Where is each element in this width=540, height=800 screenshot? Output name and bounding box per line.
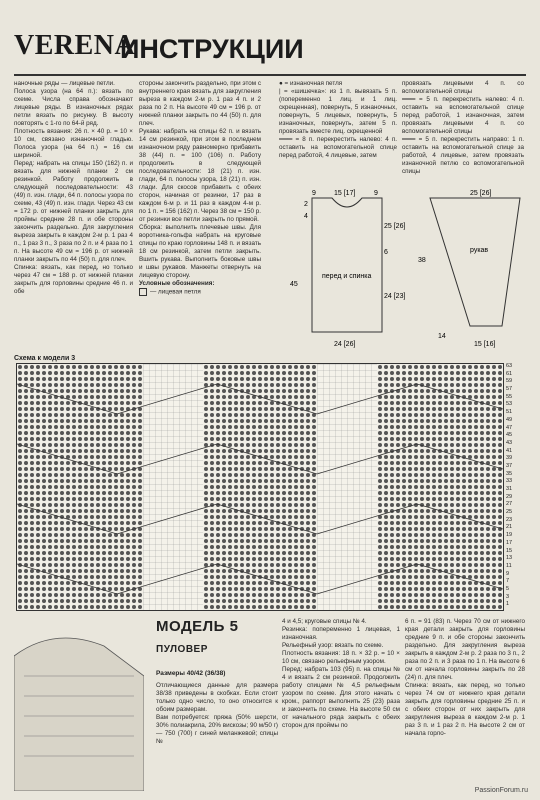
row-number: 33 bbox=[506, 478, 513, 485]
row-number: 35 bbox=[506, 470, 513, 477]
model-title: МОДЕЛЬ 5 bbox=[156, 618, 239, 635]
row-number: 11 bbox=[506, 562, 512, 569]
row-number: 21 bbox=[506, 524, 513, 531]
dim-top-left: 9 bbox=[312, 190, 316, 197]
paragraph: Спинка: вязать, как перед, но только через 47 см = 188 р. от нижней планки закрыть для горловины средние 46 п. и обе bbox=[14, 264, 133, 295]
row-number: 59 bbox=[506, 378, 513, 385]
diagram-label: перед и спинка bbox=[322, 273, 372, 280]
paragraph: стороны закончить раздельно, при этом с внутреннего края вязать для закругления выреза в каждом 2-м р. 1 раз 4 п. и 2 раза по 2 п. На высоте 49 см = 196 р. от нижней планки закрыть по 44 (50) п. для плеч. bbox=[139, 80, 261, 127]
cable-panel-left bbox=[143, 364, 203, 610]
row-number: 27 bbox=[506, 501, 513, 508]
row-number: 9 bbox=[506, 570, 510, 577]
row-number: 37 bbox=[506, 462, 513, 469]
brand-logo: VERENA bbox=[14, 30, 136, 61]
legend-entry: | = «шишечка»: из 1 п. вывязать 5 п. (попеременно 1 лиц. и 1 лиц. скрещенная), повернуть, 5 изнаночных, повернуть, 5 лицевых, повернуть, 5 изнаночных, повернуть, затем 5 п. провязать вместе лиц. скрещенной bbox=[279, 88, 397, 135]
legend-knit-text: — лицевая петля bbox=[150, 288, 201, 296]
instructions-column-3 bbox=[279, 80, 397, 184]
row-number: 51 bbox=[506, 409, 513, 416]
dim-bottom: 24 [26] bbox=[334, 341, 356, 348]
row-number: 43 bbox=[506, 439, 513, 446]
dim-left-mid: 4 bbox=[304, 213, 308, 220]
row-number: 25 bbox=[506, 509, 513, 516]
row-number: 17 bbox=[506, 539, 513, 546]
row-number: 49 bbox=[506, 416, 513, 423]
legend-entry: провязать лицевыми 4 п. со вспомогательной спицы bbox=[402, 80, 524, 95]
paragraph: 4 и 4,5; круговые спицы № 4. bbox=[282, 618, 367, 625]
watermark: PassionForum.ru bbox=[474, 787, 528, 794]
paragraph: Рукава: набрать на спицы 62 п. и вязать 14 см резинкой, при этом в последнем изнаночном ряду равномерно прибавить 38 (44) п. = 100 (106) п. Работу продолжить в следующей последовательности: 18 (21) п. изн. глади, 64 п. полосы узора, 18 (21) п. изн. глади. Для скосов прибавить с обеих сторон, начиная от резинки, 17 раз в каждом 6-м р. и 11 раз в каждом 4-м р. по 1 п. = 156 (162) п. Через 38 см = 150 р. от резинки все петли закрыть по прямой. bbox=[139, 128, 261, 223]
row-number: 57 bbox=[506, 386, 513, 393]
row-number: 39 bbox=[506, 455, 513, 462]
paragraph: Вам потребуется: пряжа (50% шерсти, 30% полиакрила, 20% вискозы; 90 м/50 г) — 750 (700) г синей меланжевой; спицы № bbox=[156, 714, 278, 745]
paragraph: Сборка: выполнить плечевые швы. Для воротника-гольфа набрать на круговые спицы по краю горловины 148 п. и вязать 18 см резинкой, затем петли закрыть. Вшить рукава. Выполнить боковые швы и швы рукавов. Манжеты отвернуть на лицевую сторону. bbox=[139, 224, 261, 279]
model5-column-2 bbox=[282, 618, 400, 792]
dim-left-height: 45 bbox=[290, 281, 298, 288]
paragraph: Перед: набрать 103 (95) п. на спицы № 4 и вязать 2 см резинкой. Продолжить работу спицами № 4,5 рельефным узором по схеме. Для этого начать с кром., раппорт выполнить 25 (23) раза и закончить по схеме. На высоте 50 см от начального ряда закрыть с обеих сторон для проймы по bbox=[282, 666, 400, 729]
dim-top-right: 9 bbox=[374, 190, 378, 197]
legend-entry: ═══ = 5 п. перекрестить налево: 4 п. оставить на вспомогательной спице перед работой, 1 изнаночная, затем провязать лицевыми 4 п. со вспомогательной спицы bbox=[402, 96, 524, 135]
paragraph: Перед: набрать на спицы 150 (162) п. и вязать для нижней планки 2 см резинкой. Работу продолжить в следующей последовательности: 43 (49) п. изн. глади, 64 п. полосы узора по схеме, 43 (49) п. изн. глади. Через 43 см = 172 р. от нижней планки закрыть для проймы средние 28 п. и обе стороны закончить раздельно. Для закругления выреза закрыть в каждом 2-м р. 1 раз 4 п., 1 раз 3 п., 3 раза по 2 п. и 4 раза по 1 п. На высоте 49 см = 196 р. от нижней планки закрыть по 44 (50) п. для плеч. bbox=[14, 160, 133, 263]
sleeve-dim-top: 25 [26] bbox=[470, 190, 492, 197]
row-number: 47 bbox=[506, 424, 513, 431]
pullover-photo-fragment bbox=[14, 616, 144, 791]
model5-column-3 bbox=[405, 618, 525, 782]
knit-stitch-icon bbox=[139, 288, 147, 296]
purl-field bbox=[17, 364, 503, 610]
paragraph: Полоса узора (на 64 п.): вязать по схеме. Числа справа обозначают лицевые ряды. В изнаночных рядах петли вязать по рисунку. В высоту повторять с 1-го по 64-й ряд. bbox=[14, 88, 133, 127]
legend-knit bbox=[139, 288, 261, 297]
page-title: ИНСТРУКЦИИ bbox=[120, 34, 304, 64]
row-number: 63 bbox=[506, 363, 513, 369]
paragraph: Плотность вязания: 18 п. × 32 р. = 10 × 10 см, связано рельефным узором. bbox=[282, 650, 400, 665]
paragraph: 6 п. = 91 (83) п. Через 70 см от нижнего края детали закрыть для горловины средние 9 п. и обе стороны закончить раздельно. Для закругления выреза закрыть в каждом 2-м р. 2 раза по 3 п., 2 раза по 2 п. и 3 раза по 1 п. На высоте 6 см от начала горловины закрыть по 28 (24) п. для плеч. bbox=[405, 618, 525, 681]
model5-column-1 bbox=[156, 682, 278, 792]
model-sizes: Размеры 40/42 (36/38) bbox=[156, 670, 226, 677]
row-number: 45 bbox=[506, 432, 513, 439]
front-back-pattern-diagram bbox=[282, 186, 406, 352]
sleeve-label: рукав bbox=[470, 247, 489, 254]
row-number: 23 bbox=[506, 516, 513, 523]
page-header bbox=[14, 28, 526, 76]
row-numbers bbox=[504, 363, 524, 609]
instructions-column-2 bbox=[139, 80, 261, 360]
sleeve-dim-left: 38 bbox=[418, 257, 426, 264]
paragraph: Плотность вязания: 26 п. × 40 р. = 10 × 10 см, связано изнаночной гладью. Полоса узора (на 64 п.) = 16 см шириной. bbox=[14, 128, 133, 159]
row-number: 41 bbox=[506, 447, 513, 454]
row-number: 19 bbox=[506, 532, 513, 539]
schema-label: Схема к модели 3 bbox=[14, 355, 76, 362]
sleeve-dim-bottom-left: 14 bbox=[438, 333, 446, 340]
row-number: 5 bbox=[506, 585, 510, 592]
instructions-column-1 bbox=[14, 80, 133, 352]
sleeve-pattern-diagram bbox=[410, 186, 528, 352]
sleeve-dim-bottom: 15 [16] bbox=[474, 341, 496, 348]
knitting-chart bbox=[16, 363, 504, 611]
row-number: 55 bbox=[506, 393, 513, 400]
legend-title: Условные обозначения: bbox=[139, 280, 215, 287]
row-number: 7 bbox=[506, 578, 510, 585]
dim-right-upper: 25 [26] bbox=[384, 223, 406, 230]
paragraph: наночные ряды — лицевые петли. bbox=[14, 80, 115, 87]
legend-entry: ═══ = 5 п. перекрестить направо: 1 п. оставить на вспомогательной спице за работой, 4 лицевые, затем провязать изнаночной петлю со вспомогательной спицы bbox=[402, 136, 524, 175]
dim-left-top: 2 bbox=[304, 201, 308, 208]
row-number: 13 bbox=[506, 555, 513, 562]
row-number: 29 bbox=[506, 493, 513, 500]
dim-right-lower: 24 [23] bbox=[384, 293, 406, 300]
paragraph: Отличающиеся данные для размера 38/38 приведены в скобках. Если стоит только одно число, то оно относится к обоим размерам. bbox=[156, 682, 278, 713]
dim-right-mid: 6 bbox=[384, 249, 388, 256]
row-number: 61 bbox=[506, 370, 513, 377]
paragraph: Резинка: попеременно 1 лицевая, 1 изнаночная. bbox=[282, 626, 400, 641]
paragraph: Рельефный узор: вязать по схеме. bbox=[282, 642, 384, 649]
paragraph: Спинка: вязать, как перед, но только через 74 см от нижнего края детали закрыть для горловины средние 25 п. и с обеих сторон от них закрыть для закругления выреза в каждом 2-м р. 1 раз 3 п. и 1 раз 2 п. На высоте 2 см от начала горло- bbox=[405, 682, 525, 737]
legend-entry: ● = изнаночная петля bbox=[279, 80, 343, 87]
cable-panel-right bbox=[317, 364, 377, 610]
row-number: 3 bbox=[506, 593, 510, 600]
model-subtitle: ПУЛОВЕР bbox=[156, 644, 208, 655]
legend-entry: ═══ = 8 п. перекрестить налево: 4 п. оставить на вспомогательной спице перед работой, 4 лицевые, затем bbox=[279, 136, 397, 159]
instructions-column-4 bbox=[402, 80, 524, 184]
dim-top-mid: 15 [17] bbox=[334, 190, 356, 197]
row-number: 15 bbox=[506, 547, 513, 554]
row-number: 31 bbox=[506, 486, 513, 492]
row-number: 1 bbox=[506, 601, 510, 608]
row-number: 53 bbox=[506, 401, 513, 408]
